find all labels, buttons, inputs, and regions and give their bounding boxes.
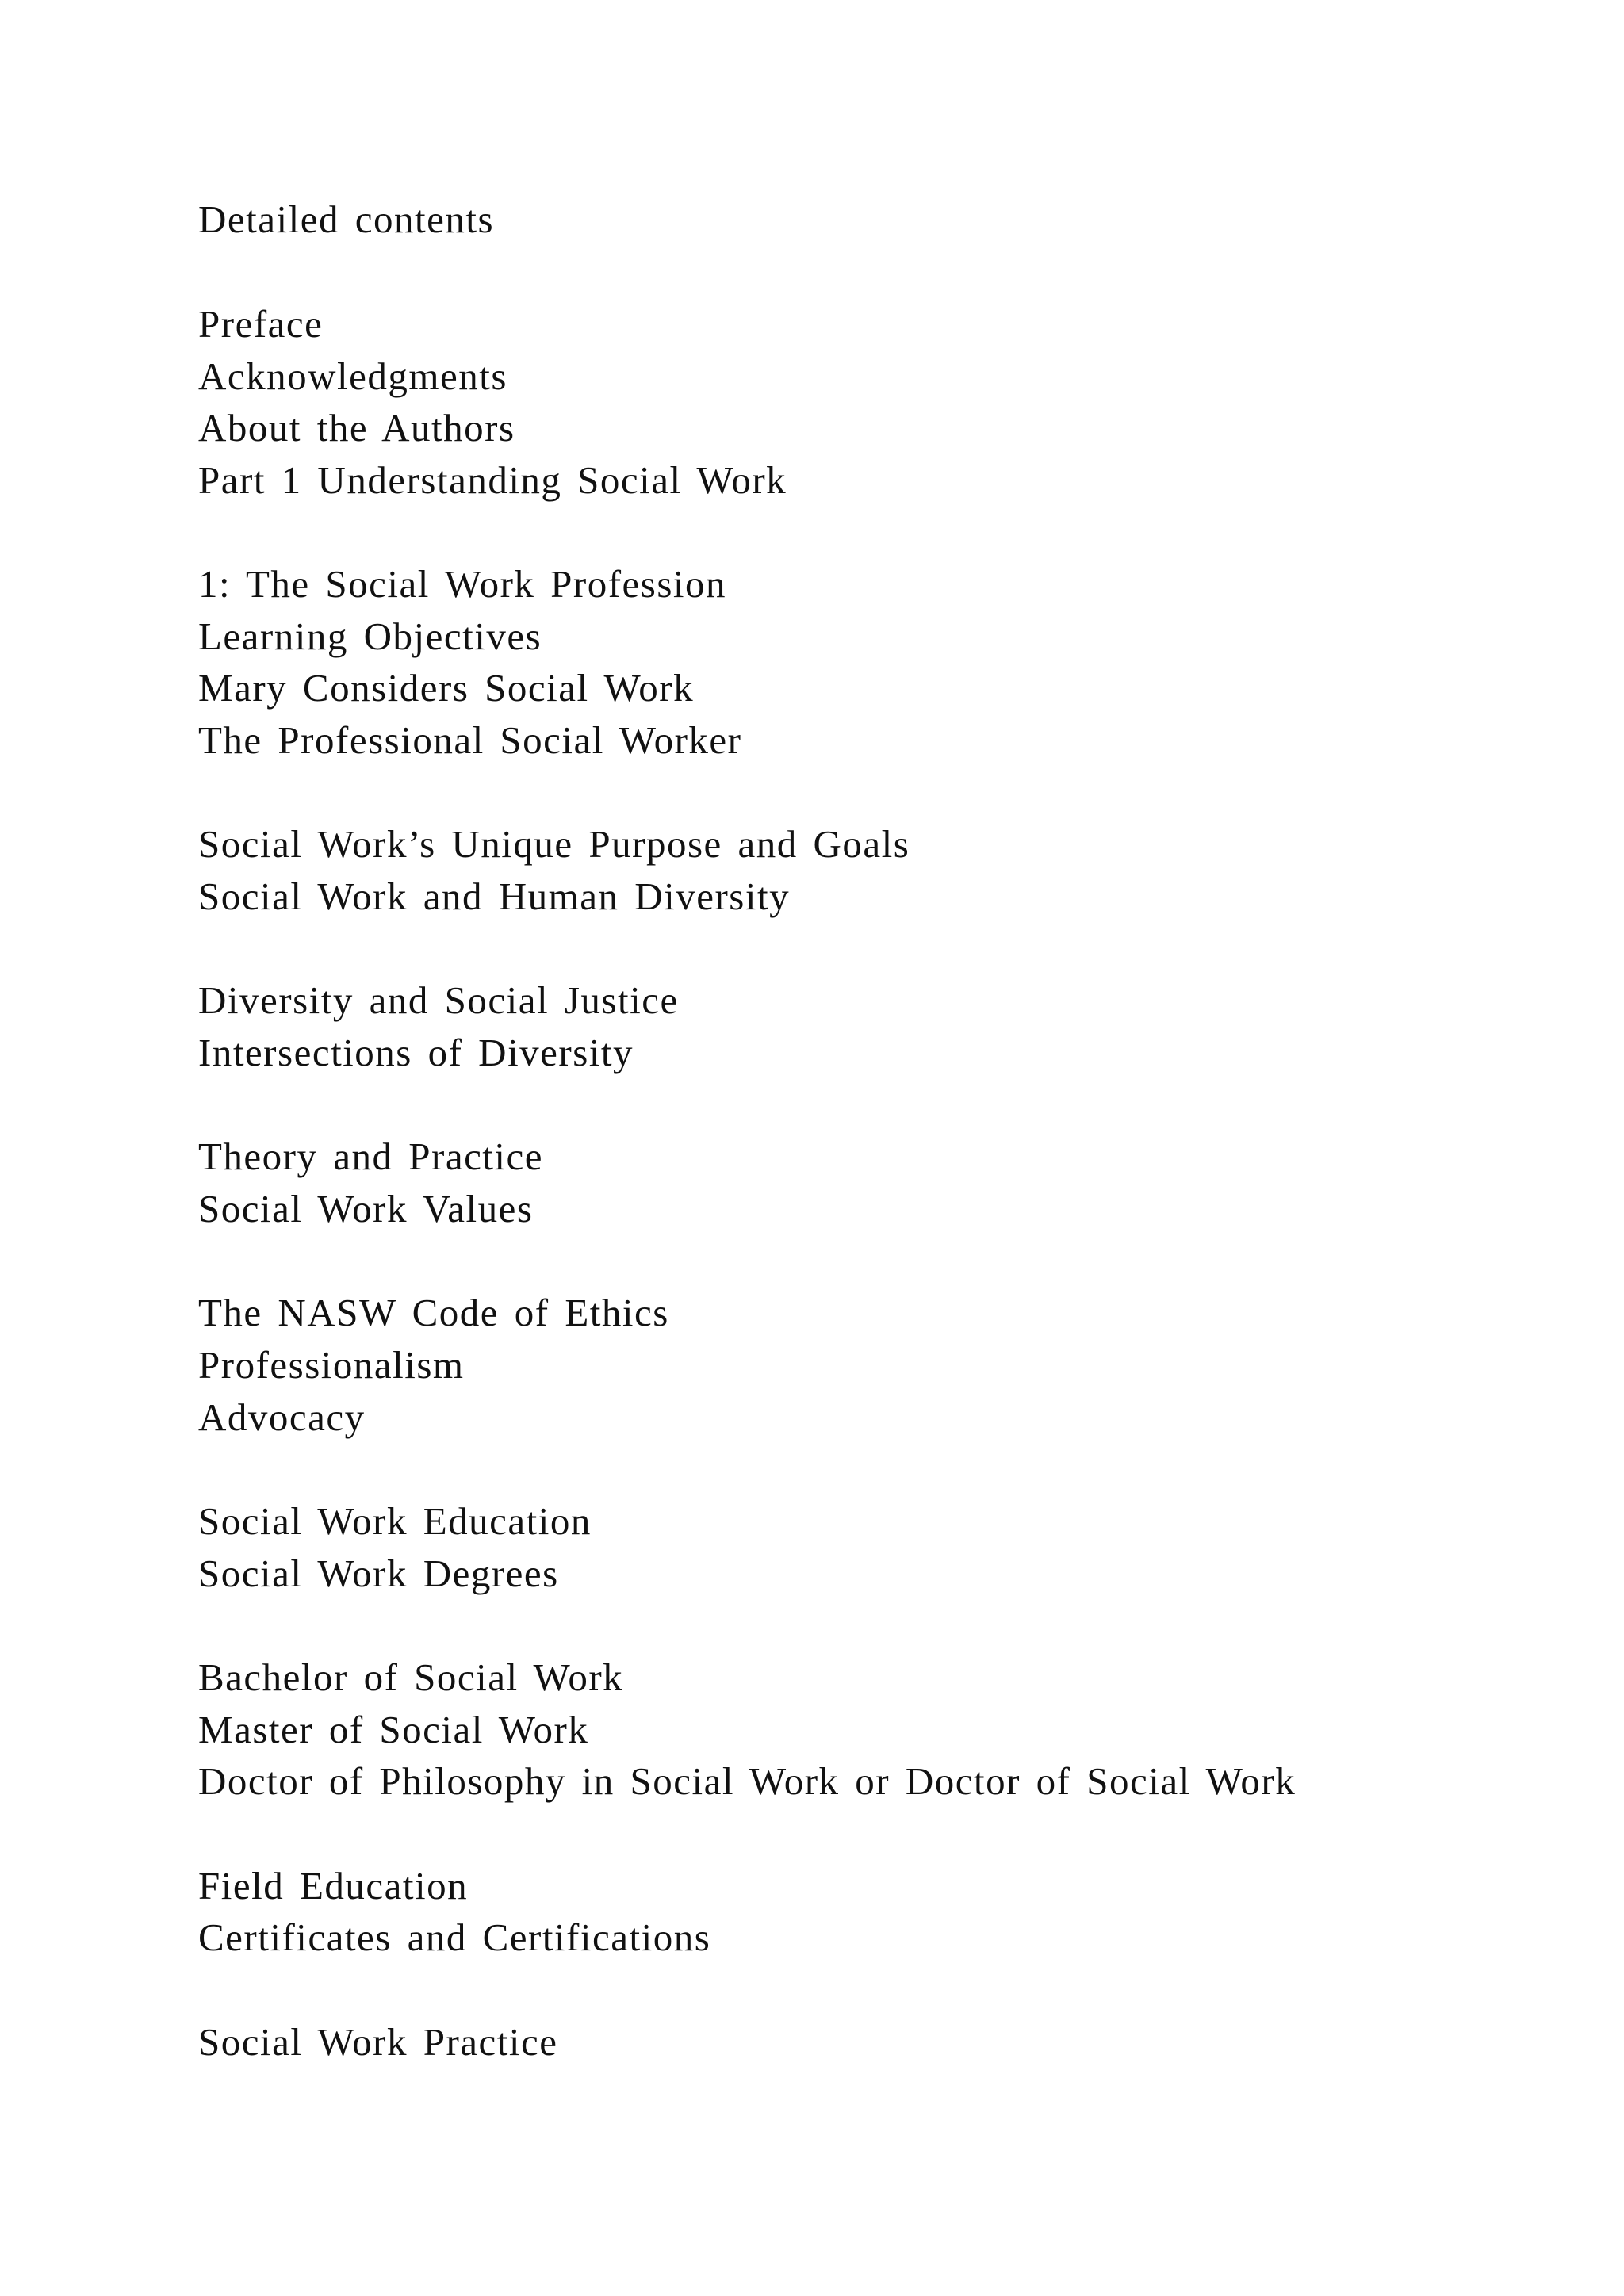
toc-entry-social-work-degrees: Social Work Degrees (198, 1552, 559, 1595)
toc-entry-human-diversity: Social Work and Human Diversity (198, 874, 791, 918)
toc-entry-nasw-code: The NASW Code of Ethics (198, 1291, 669, 1334)
toc-entry-professionalism: Professionalism (198, 1343, 465, 1387)
toc-entry-certificates: Certificates and Certifications (198, 1915, 711, 1959)
toc-entry-preface: Preface (198, 302, 324, 346)
toc-entry-master: Master of Social Work (198, 1708, 589, 1751)
toc-entry-social-work-values: Social Work Values (198, 1187, 534, 1230)
toc-entry-learning-objectives: Learning Objectives (198, 614, 542, 658)
toc-entry-part-1: Part 1 Understanding Social Work (198, 458, 787, 502)
toc-entry-diversity-social-justice: Diversity and Social Justice (198, 978, 679, 1022)
toc-entry-field-education: Field Education (198, 1864, 469, 1908)
toc-entry-advocacy: Advocacy (198, 1395, 366, 1439)
toc-entry-intersections-diversity: Intersections of Diversity (198, 1031, 634, 1074)
toc-entry-doctor: Doctor of Philosophy in Social Work or Doctor of Social Work (198, 1759, 1297, 1803)
toc-entry-bachelor: Bachelor of Social Work (198, 1655, 624, 1699)
toc-entry-unique-purpose: Social Work’s Unique Purpose and Goals (198, 822, 910, 866)
chapter-heading: 1: The Social Work Profession (198, 562, 727, 606)
toc-entry-social-work-practice: Social Work Practice (198, 2020, 558, 2064)
page-title: Detailed contents (198, 197, 495, 241)
toc-entry-acknowledgments: Acknowledgments (198, 354, 508, 398)
toc-entry-professional-social-worker: The Professional Social Worker (198, 718, 742, 762)
toc-entry-mary-considers: Mary Considers Social Work (198, 666, 695, 710)
toc-entry-about-authors: About the Authors (198, 406, 515, 450)
toc-entry-social-work-education: Social Work Education (198, 1499, 592, 1543)
toc-entry-theory-practice: Theory and Practice (198, 1135, 544, 1178)
